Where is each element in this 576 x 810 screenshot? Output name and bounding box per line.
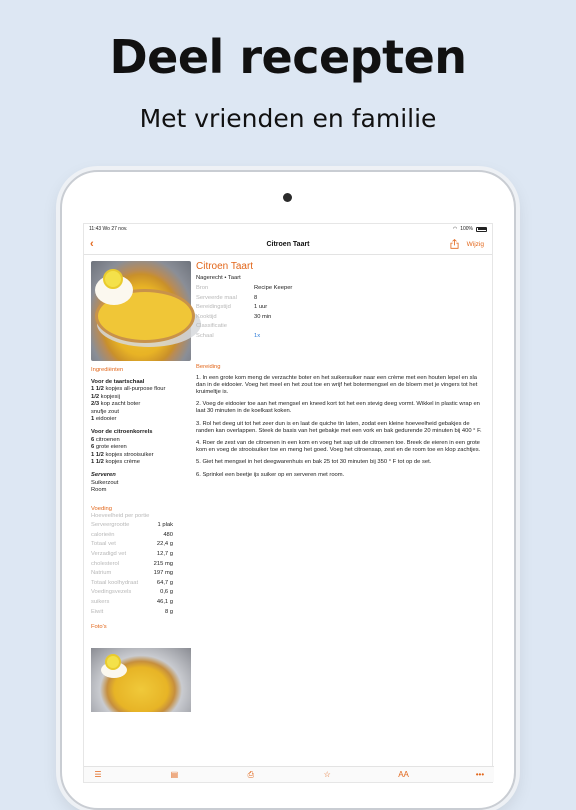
nutrition-row: suikers 46,1 g bbox=[91, 599, 173, 606]
status-time: 11:43 bbox=[89, 226, 102, 232]
right-column bbox=[196, 261, 486, 479]
ingredient-item: 6 grote eieren bbox=[91, 444, 127, 451]
ingredient-group-title: Voor de citroenkorrels bbox=[91, 429, 153, 436]
calendar-icon[interactable]: ▤ bbox=[170, 770, 179, 779]
battery-percent: 100% bbox=[460, 226, 473, 232]
ingredient-item: Room bbox=[91, 487, 107, 494]
back-chevron-icon[interactable]: ‹ bbox=[90, 238, 94, 250]
app-screen bbox=[83, 223, 493, 783]
camera-dot bbox=[283, 193, 292, 202]
gallery-photo[interactable] bbox=[91, 648, 191, 712]
recipe-category: Nagerecht • Taart bbox=[196, 275, 241, 281]
nutrition-per-portion: Hoeveelheid per portie bbox=[91, 512, 150, 519]
nutrition-row: Totaal vet 22,4 g bbox=[91, 541, 173, 548]
ingredient-item: 6 citroenen bbox=[91, 436, 120, 443]
nutrition-row: Eiwit 8 g bbox=[91, 608, 173, 615]
nutrition-row: Voedingsvezels 0,6 g bbox=[91, 589, 173, 596]
share-icon[interactable] bbox=[450, 239, 459, 249]
battery-icon bbox=[476, 227, 487, 232]
nutrition-header: Voeding bbox=[91, 505, 112, 512]
recipe-meta bbox=[196, 284, 486, 342]
nutrition-row: Serveergrootte 1 plak bbox=[91, 522, 173, 529]
preparation-header: Bereiding bbox=[196, 363, 221, 370]
ingredient-item: snufje zout bbox=[91, 408, 120, 415]
wifi-icon: ◠ bbox=[452, 226, 458, 232]
nutrition-row: calorieën 480 bbox=[91, 531, 173, 538]
ingredient-item: 1 eidooier bbox=[91, 416, 117, 423]
nutrition-table bbox=[91, 512, 195, 618]
edit-button[interactable]: Wijzig bbox=[466, 240, 484, 248]
meta-row-scale: Schaal 1x bbox=[196, 332, 486, 342]
meta-row-cook-time: Kooktijd 30 min bbox=[196, 313, 272, 320]
lemon-slice-shape bbox=[103, 269, 123, 289]
meta-row-servings: Serveerde maal 8 bbox=[196, 294, 258, 301]
preparation-step: 1. In een grote kom meng de verzachte boter en het suikersuiker naar een crème met een houten lepel en sla dan in de eidooier. Voeg het meel en het zout toe en wrijf het botermengsel en de bloem met je vingers tot het kruimeltje is. bbox=[196, 374, 478, 395]
nutrition-row: Totaal koolhydraat 64,7 g bbox=[91, 579, 173, 586]
checklist-icon[interactable]: ☰ bbox=[94, 770, 102, 779]
ingredient-item: 1 1/2 kopjes strooisuiker bbox=[91, 451, 154, 458]
preparation-step: 3. Rol het deeg uit tot het zeer dun is en laat de quiche tin laten, zodat een kleine hoeveelheid gebakjes de randen kan overlappen. Steek de basis van het gebakje met een vork en bak gedurende 20 minuten bij 400 ° F. bbox=[196, 420, 482, 434]
ingredients-list bbox=[91, 379, 195, 495]
ingredient-item: Suikerzout bbox=[91, 479, 119, 486]
recipe-title: Citroen Taart bbox=[196, 261, 254, 272]
ingredient-item: 1 1/2 kopjes all-purpose flour bbox=[91, 386, 166, 393]
more-icon[interactable]: ••• bbox=[475, 770, 485, 779]
star-icon[interactable]: ☆ bbox=[323, 770, 331, 779]
recipe-photo[interactable] bbox=[91, 261, 191, 361]
status-bar bbox=[84, 224, 492, 234]
scale-link[interactable]: 1x bbox=[254, 332, 261, 339]
status-date: Wo 27 nov. bbox=[102, 226, 128, 232]
left-column bbox=[91, 261, 195, 712]
preparation-step: 6. Sprinkel een beetje ijs suiker op en serveren met room. bbox=[196, 471, 345, 478]
meta-row-rating: Classificatie bbox=[196, 323, 227, 330]
ipad-device-frame bbox=[60, 170, 516, 810]
bottom-toolbar bbox=[84, 766, 494, 782]
nutrition-row: Natrium 197 mg bbox=[91, 570, 173, 577]
ingredients-header: Ingrediënten bbox=[91, 367, 124, 373]
preparation-step: 4. Roer de zest van de citroenen in een kom en voeg het sap uit de citroenen toe. Breek de eieren in een grote kom en voeg de strooisuiker toe en meng het goed. Voeg het citroensap, zest en de room toe en klop zachtjes. bbox=[196, 439, 481, 454]
preparation-step: 5. Giet het mengsel in het deegwarenhuis en bak 25 tot 30 minuten bij 350 ° F tot op de set. bbox=[196, 459, 432, 466]
ingredient-item: 2/3 kop zacht boter bbox=[91, 401, 141, 408]
ingredient-item: 1/2 kopjesij bbox=[91, 393, 121, 400]
promo-subline: Met vrienden en familie bbox=[139, 104, 437, 133]
nav-title: Citroen Taart bbox=[266, 240, 310, 248]
nav-bar bbox=[84, 234, 492, 255]
print-icon[interactable]: ⎙ bbox=[247, 769, 254, 779]
font-size-icon[interactable]: AA bbox=[398, 770, 409, 779]
meta-row-prep-time: Bereidingstijd 1 uur bbox=[196, 304, 268, 311]
meta-row-source: Bron Recipe Keeper bbox=[196, 285, 293, 291]
ingredient-item: 1 1/2 kopjes crème bbox=[91, 459, 140, 466]
photos-header: Foto's bbox=[91, 624, 107, 631]
nutrition-row: cholesterol 215 mg bbox=[91, 560, 173, 567]
promo-headline: Deel recepten bbox=[109, 30, 467, 84]
preparation-step: 2. Voeg de eidooier toe aan het mengsel en kneed kort tot het een stevig deeg vormt. Wikkel in plastic wrap en laat 30 minuten in de koelkast koken. bbox=[196, 401, 480, 415]
ingredient-group-title: Voor de taartschaal bbox=[91, 379, 145, 385]
ingredient-group-title: Serveren bbox=[91, 472, 116, 479]
nutrition-row: Verzadigd vet 12,7 g bbox=[91, 551, 173, 558]
